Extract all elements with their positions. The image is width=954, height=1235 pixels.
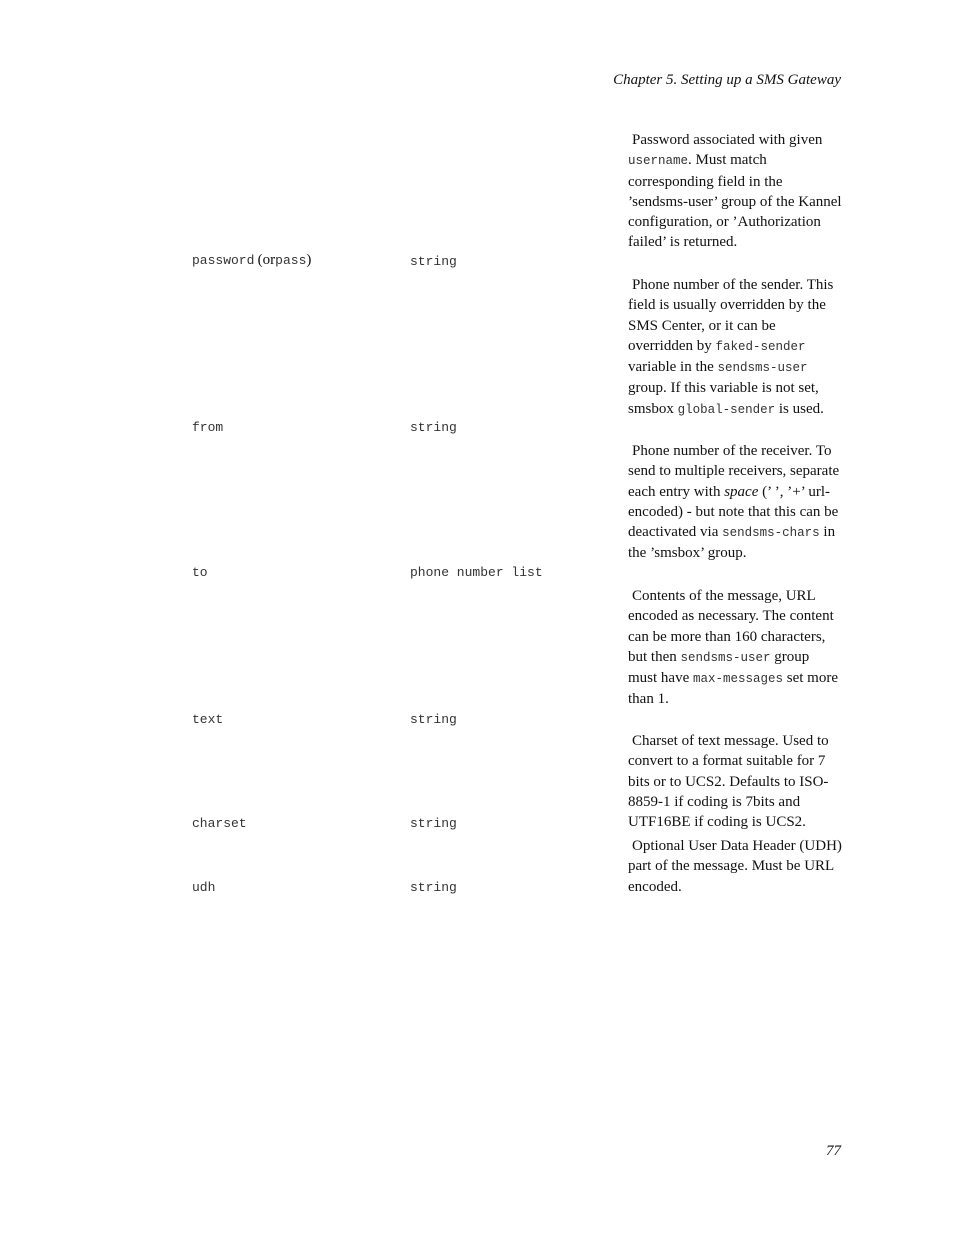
parameter-alt-prefix: (or — [257, 252, 276, 268]
parameter-code: to — [192, 565, 208, 580]
table-row — [0, 586, 954, 730]
desc-text: in the ’smsbox’ group. — [628, 524, 836, 562]
parameter-name — [192, 879, 215, 895]
page-number: 77 — [826, 1143, 841, 1159]
parameter-type: string — [410, 254, 457, 269]
desc-text: . Must match corresponding field in the ’sendsms-user’ group of the Kannel configuration, or ’Authorization failed’ is returned. — [628, 152, 842, 251]
parameter-name — [192, 252, 311, 269]
table-row — [0, 731, 954, 834]
parameter-type: string — [410, 880, 457, 895]
desc-text: Phone number of the receiver. To send to multiple receivers, separate each entry with — [628, 443, 840, 500]
desc-text: is used. — [778, 400, 824, 417]
parameter-code: from — [192, 420, 224, 435]
desc-code: max-messages — [693, 672, 784, 687]
desc-text: Charset of text message. Used to convert to a format suitable for 7 bits or to UCS2. Defaults to ISO-8859-1 if coding is 7bits and UTF16BE if coding is UCS2. — [628, 733, 829, 831]
parameter-code: password — [192, 253, 255, 268]
table-row — [0, 441, 954, 583]
parameter-type: string — [410, 420, 457, 435]
parameter-alt-suffix: ) — [306, 252, 312, 268]
desc-code: sendsms-user — [680, 650, 771, 665]
desc-text: group. If this variable is not set, smsbox — [628, 380, 819, 417]
running-header: Chapter 5. Setting up a SMS Gateway — [613, 72, 841, 88]
parameter-description — [628, 441, 842, 564]
table-row — [0, 130, 954, 272]
parameter-type: phone number list — [410, 565, 543, 580]
parameter-code: udh — [192, 880, 216, 895]
parameter-type: string — [410, 816, 457, 831]
desc-text: set more than 1. — [628, 670, 838, 708]
desc-text: Optional User Data Header (UDH) part of the message. Must be URL encoded. — [628, 838, 842, 895]
desc-text: Password associated with given — [632, 132, 823, 148]
parameter-alt-code: pass — [275, 253, 307, 268]
parameter-description — [628, 275, 842, 420]
parameter-code: charset — [192, 816, 247, 831]
desc-text: group must have — [628, 648, 810, 687]
parameter-name — [192, 419, 223, 435]
desc-text: Contents of the message, URL encoded as necessary. The content can be more than 160 characters, but then — [628, 588, 834, 665]
table-row — [0, 275, 954, 438]
desc-code: faked-sender — [715, 339, 806, 354]
parameter-description — [628, 130, 842, 253]
parameter-description — [628, 836, 842, 897]
desc-code: sendsms-chars — [722, 526, 820, 541]
desc-text: Phone number of the sender. This field is usually overridden by the SMS Center, or it can be overridden by — [628, 277, 834, 354]
parameter-name — [192, 564, 208, 580]
parameter-name — [192, 815, 247, 831]
desc-code: username — [628, 154, 689, 169]
parameter-description — [628, 586, 842, 710]
desc-text: variable in the — [628, 359, 714, 376]
parameter-code: text — [192, 712, 224, 727]
desc-code: global-sender — [677, 402, 776, 417]
desc-code: sendsms-user — [717, 361, 808, 376]
desc-emphasis: space — [724, 483, 759, 500]
table-row — [0, 836, 954, 898]
parameter-type: string — [410, 712, 457, 727]
parameter-name — [192, 711, 223, 727]
parameter-description — [628, 731, 842, 832]
desc-text: (’ ’, ’+’ url-encoded) - but note that this can be deactivated via — [628, 483, 839, 541]
